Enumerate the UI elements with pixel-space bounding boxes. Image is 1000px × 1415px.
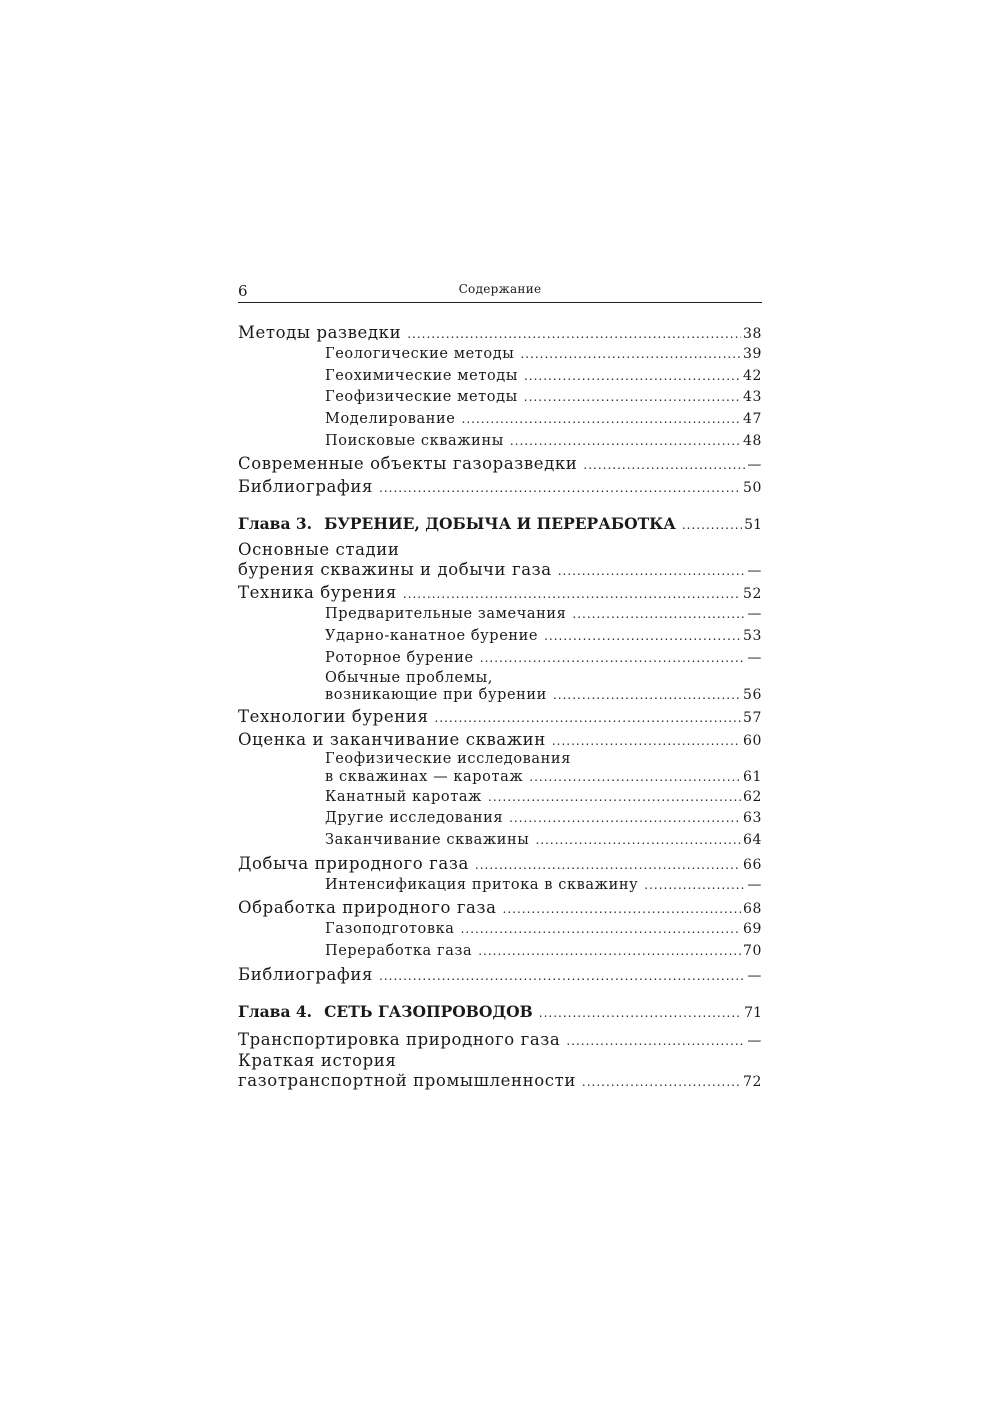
toc-entry-page: — (747, 876, 762, 893)
toc-subentry[interactable] (238, 366, 762, 388)
toc-subentry[interactable] (238, 875, 762, 897)
toc-entry[interactable] (238, 852, 762, 875)
toc-entry-title-line2: бурения скважины и добычи газа (238, 560, 552, 580)
toc-entry-title: Канатный каротаж (325, 788, 482, 805)
toc-entry-page: 52 (742, 586, 762, 603)
toc-entry-title-line2: газотранспортной промышленности (238, 1070, 576, 1090)
toc-entry-page: 63 (742, 810, 762, 827)
toc-entry[interactable] (238, 705, 762, 728)
toc-entry[interactable] (238, 1028, 762, 1051)
leader-dots (529, 769, 741, 787)
toc-entry-page: 48 (742, 432, 762, 449)
toc-entry-page: 64 (742, 832, 762, 849)
leader-dots (520, 344, 741, 366)
toc-entry-page: — (747, 967, 762, 984)
leader-dots (478, 941, 741, 963)
toc-entry-page: 50 (742, 480, 762, 497)
toc-entry[interactable] (238, 728, 762, 751)
toc-entry-title: Библиография (238, 964, 374, 984)
toc-entry-page: — (747, 606, 762, 623)
toc-entry-page: 62 (742, 788, 762, 805)
chapter-label: Глава 4. (238, 1001, 313, 1021)
leader-dots (510, 431, 741, 453)
toc-entry-page: 66 (742, 856, 762, 873)
toc-subentry[interactable] (238, 941, 762, 963)
toc-subentry[interactable] (238, 431, 762, 453)
leader-dots (379, 477, 741, 500)
leader-dots (553, 687, 741, 705)
toc-chapter-4[interactable] (238, 1000, 762, 1024)
toc-entry-page: 57 (742, 710, 762, 727)
leader-dots (524, 387, 741, 409)
leader-dots (682, 513, 742, 537)
toc-entry[interactable] (238, 896, 762, 919)
leader-dots (558, 561, 746, 581)
toc-subentry[interactable] (238, 604, 762, 626)
toc-entry-title: Технологии бурения (238, 707, 429, 727)
leader-dots (572, 604, 745, 626)
page-number: 6 (238, 282, 248, 300)
toc-entry-title: Интенсификация притока в скважину (325, 876, 639, 893)
leader-dots (566, 1030, 745, 1053)
toc-entry-page: — (747, 563, 762, 580)
toc-entry-page: 68 (742, 901, 762, 918)
toc-entry-title: Геохимические методы (325, 367, 518, 384)
leader-dots (461, 919, 741, 941)
leader-dots (524, 366, 741, 388)
leader-dots (583, 454, 745, 477)
toc-entry-page: 43 (742, 389, 762, 406)
toc-entry-title: Техника бурения (238, 583, 397, 603)
toc-entry-title-line1: Основные стадии (238, 540, 400, 560)
toc-entry-title: Заканчивание скважины (325, 832, 530, 849)
running-head (238, 280, 762, 303)
toc-subentry[interactable] (238, 344, 762, 366)
toc-entry-page: 56 (742, 687, 762, 704)
toc-entry-title-line2: в скважинах — каротаж (325, 768, 524, 785)
toc-entry[interactable] (238, 452, 762, 475)
toc-entry-page: 69 (742, 921, 762, 938)
toc-entry-title: Современные объекты газоразведки (238, 454, 578, 474)
toc-entry-title: Оценка и заканчивание скважин (238, 730, 546, 750)
toc-subentry[interactable] (238, 626, 762, 648)
toc-entry-title-line1: Обычные проблемы, (325, 669, 493, 686)
chapter-heading (238, 1000, 533, 1024)
toc-subentry[interactable] (238, 787, 762, 809)
toc-entry-title: Обработка природного газа (238, 898, 497, 918)
toc-entry-title: Предварительные замечания (325, 606, 567, 623)
leader-dots (462, 409, 741, 431)
toc-entry-title: Ударно-канатное бурение (325, 628, 539, 645)
toc-entry-page: 53 (742, 628, 762, 645)
toc-entry-title: Транспортировка природного газа (238, 1029, 561, 1049)
leader-dots (475, 854, 741, 877)
toc-entry-page: 72 (742, 1073, 762, 1090)
leader-dots (488, 787, 741, 809)
toc-subentry[interactable] (238, 409, 762, 431)
toc-entry-title: Библиография (238, 477, 374, 497)
toc-entry-title: Геологические методы (325, 346, 515, 362)
toc-entry-title-line2: возникающие при бурении (325, 687, 547, 704)
chapter-heading (238, 512, 676, 536)
leader-dots (582, 1072, 741, 1092)
toc-entry-title-line1: Геофизические исследования (325, 751, 571, 768)
toc-entry-page: 38 (742, 326, 762, 342)
leader-dots (539, 1001, 742, 1025)
leader-dots (644, 875, 745, 897)
book-page (238, 280, 762, 1092)
leader-dots (403, 583, 741, 606)
leader-dots (480, 648, 746, 670)
table-of-contents (238, 321, 762, 1092)
leader-dots (544, 626, 741, 648)
toc-subentry[interactable] (238, 751, 762, 787)
toc-entry[interactable] (238, 321, 762, 344)
toc-entry-title: Геофизические методы (325, 389, 518, 406)
running-title: Содержание (458, 282, 542, 296)
toc-entry-page: 70 (742, 943, 762, 960)
toc-entry-page: 39 (742, 346, 762, 362)
toc-entry-page: 47 (742, 411, 762, 428)
toc-subentry[interactable] (238, 919, 762, 941)
leader-dots (407, 323, 741, 346)
toc-entry-title: Моделирование (325, 411, 456, 428)
toc-entry[interactable] (238, 475, 762, 498)
toc-subentry[interactable] (238, 670, 762, 706)
leader-dots (503, 898, 741, 921)
toc-subentry[interactable] (238, 808, 762, 830)
toc-entry-title-line1: Краткая история (238, 1050, 397, 1070)
toc-entry-title: Другие исследования (325, 810, 504, 827)
toc-subentry[interactable] (238, 387, 762, 409)
leader-dots (552, 730, 741, 753)
toc-entry[interactable] (238, 1051, 762, 1092)
toc-entry-page: — (747, 649, 762, 666)
toc-entry[interactable] (238, 540, 762, 581)
toc-entry-page: 42 (742, 367, 762, 384)
toc-subentry[interactable] (238, 648, 762, 670)
toc-entry-page: 60 (742, 733, 762, 750)
toc-entry-title: Газоподготовка (325, 921, 455, 938)
chapter-title: СЕТЬ ГАЗОПРОВОДОВ (324, 1001, 533, 1021)
leader-dots (434, 707, 741, 730)
toc-subentry[interactable] (238, 830, 762, 852)
toc-entry-page: 71 (744, 1004, 762, 1021)
toc-entry-title: Добыча природного газа (238, 853, 469, 873)
toc-chapter-3[interactable] (238, 512, 762, 536)
toc-entry[interactable] (238, 963, 762, 986)
toc-entry-page: — (747, 1032, 762, 1049)
leader-dots (379, 965, 745, 988)
toc-entry-page: — (747, 457, 762, 474)
toc-entry-page: 51 (744, 517, 762, 534)
leader-dots (535, 830, 741, 852)
leader-dots (509, 808, 741, 830)
toc-entry[interactable] (238, 581, 762, 604)
chapter-label: Глава 3. (238, 514, 313, 534)
toc-entry-title: Переработка газа (325, 943, 473, 960)
toc-entry-title: Поисковые скважины (325, 432, 504, 449)
toc-entry-title: Методы разведки (238, 323, 402, 342)
toc-entry-page: 61 (742, 768, 762, 785)
toc-entry-title: Роторное бурение (325, 649, 474, 666)
chapter-title: БУРЕНИЕ, ДОБЫЧА И ПЕРЕРАБОТКА (324, 514, 676, 534)
